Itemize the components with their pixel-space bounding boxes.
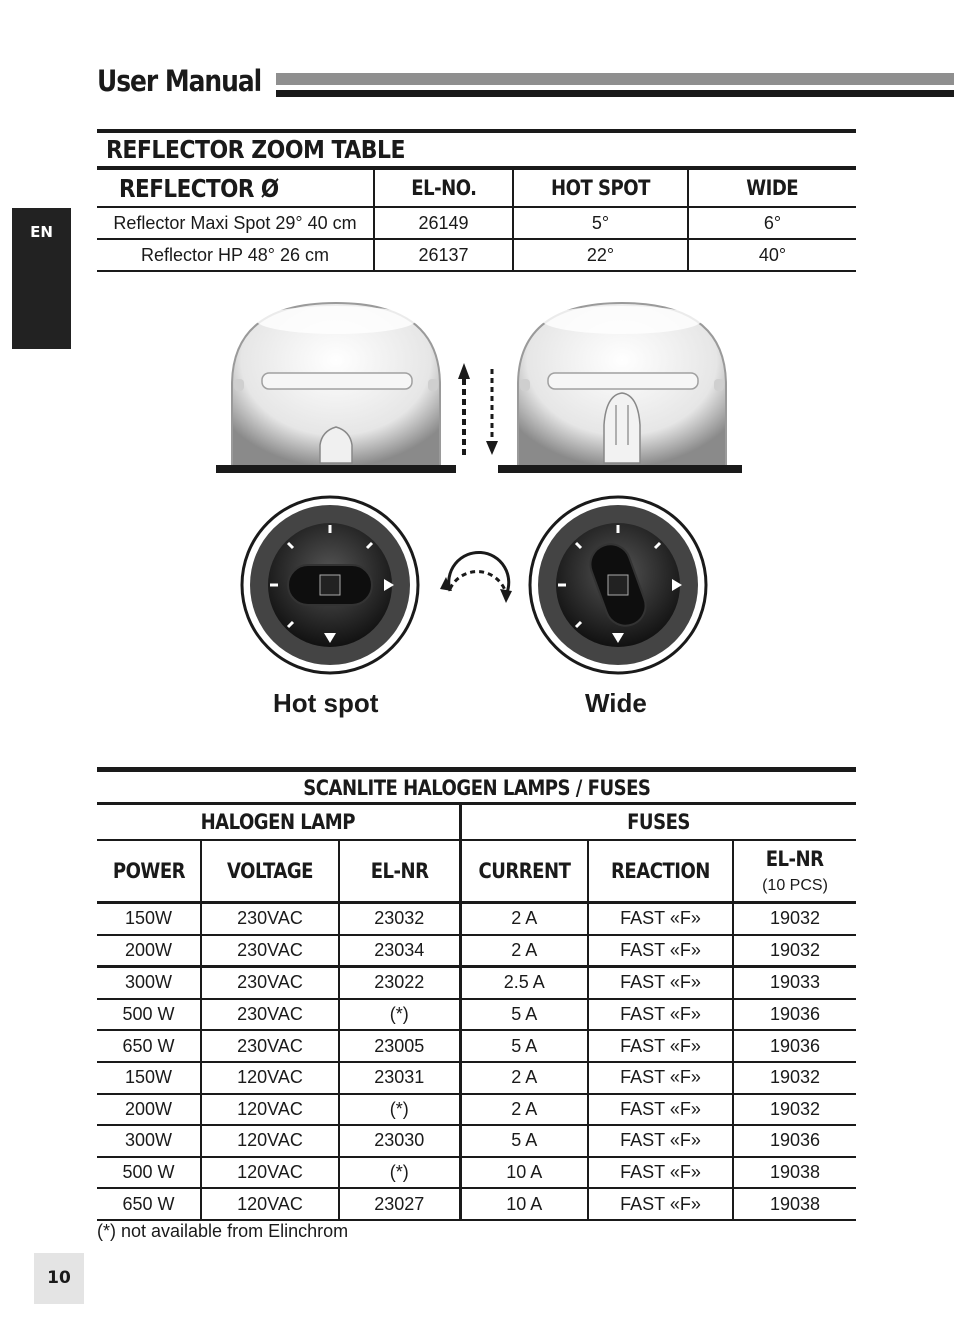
- table-cell: FAST «F»: [588, 967, 733, 999]
- table-cell: 650 W: [97, 1030, 201, 1062]
- column-header-lamp-el-nr: EL-NR: [339, 840, 460, 903]
- table-cell: 200W: [97, 1094, 201, 1126]
- page-number: 10: [47, 1268, 71, 1288]
- table-cell: FAST «F»: [588, 903, 733, 935]
- column-header-hot-spot: HOT SPOT: [513, 170, 688, 207]
- table-cell: 230VAC: [201, 1030, 339, 1062]
- lamp-table-title: SCANLITE HALOGEN LAMPS / FUSES: [302, 776, 651, 800]
- table-cell: (*): [339, 999, 460, 1031]
- column-header-wide: WIDE: [688, 170, 856, 207]
- table-cell: 23022: [339, 967, 460, 999]
- table-group-header-row: [97, 805, 856, 840]
- table-row: [97, 935, 856, 967]
- table-cell: 19032: [733, 1094, 856, 1126]
- table-cell: 19033: [733, 967, 856, 999]
- table-cell: 26137: [374, 239, 513, 271]
- rotate-arrows-icon: [440, 552, 512, 603]
- table-cell: FAST «F»: [588, 1188, 733, 1220]
- table-cell: 19032: [733, 1062, 856, 1094]
- table-cell: 120VAC: [201, 1188, 339, 1220]
- table-cell: 2.5 A: [460, 967, 588, 999]
- table-cell: 26149: [374, 207, 513, 239]
- table-cell: 19038: [733, 1157, 856, 1189]
- table-row: [97, 1188, 856, 1220]
- table-cell: FAST «F»: [588, 999, 733, 1031]
- column-header-voltage: VOLTAGE: [201, 840, 339, 903]
- table-cell: 23032: [339, 903, 460, 935]
- table-cell: 300W: [97, 967, 201, 999]
- header-rule-grey: [276, 73, 954, 85]
- language-tab: [12, 208, 71, 349]
- page-number-box: [34, 1253, 84, 1304]
- table-cell: 5°: [513, 207, 688, 239]
- up-down-arrows-icon: [458, 363, 498, 455]
- table-cell: 650 W: [97, 1188, 201, 1220]
- group-header-fuses: FUSES: [460, 805, 856, 840]
- group-header-halogen-lamp: HALOGEN LAMP: [97, 805, 460, 840]
- table-cell: 500 W: [97, 1157, 201, 1189]
- table-cell: 150W: [97, 903, 201, 935]
- table-cell: 230VAC: [201, 967, 339, 999]
- reflector-zoom-illustration: [200, 295, 760, 725]
- table-cell: 19032: [733, 903, 856, 935]
- zoom-table-title: REFLECTOR ZOOM TABLE: [106, 135, 405, 164]
- table-cell: 5 A: [460, 1125, 588, 1157]
- table-cell: 5 A: [460, 999, 588, 1031]
- table-row: [97, 999, 856, 1031]
- column-header-reaction: REACTION: [588, 840, 733, 903]
- table-cell: 500 W: [97, 999, 201, 1031]
- table-cell: 120VAC: [201, 1157, 339, 1189]
- header-rule-black: [276, 90, 954, 97]
- language-label: EN: [30, 223, 53, 241]
- table-cell: 23030: [339, 1125, 460, 1157]
- zoom-dial-hot-spot-icon: [242, 497, 418, 673]
- table-cell: Reflector HP 48° 26 cm: [97, 239, 374, 271]
- table-cell: 5 A: [460, 1030, 588, 1062]
- halogen-lamps-fuses-table: [97, 805, 856, 1221]
- table-cell: (*): [339, 1094, 460, 1126]
- table-row: [97, 207, 856, 239]
- table-row: [97, 967, 856, 999]
- reflector-zoom-table: [97, 170, 856, 272]
- column-header-current: CURRENT: [460, 840, 588, 903]
- table-cell: 120VAC: [201, 1094, 339, 1126]
- table-cell: 19036: [733, 1030, 856, 1062]
- lamp-table-body: [97, 903, 856, 1220]
- zoom-dial-wide-icon: [530, 497, 706, 673]
- table-cell: 19032: [733, 935, 856, 967]
- table-cell: FAST «F»: [588, 1125, 733, 1157]
- table-cell: (*): [339, 1157, 460, 1189]
- table-header-row: [97, 170, 856, 207]
- table-cell: FAST «F»: [588, 1094, 733, 1126]
- table-row: [97, 1157, 856, 1189]
- column-header-fuse-el-nr: EL-NR (10 PCS): [733, 840, 856, 903]
- table-cell: 10 A: [460, 1188, 588, 1220]
- table-cell: 40°: [688, 239, 856, 271]
- table-cell: 22°: [513, 239, 688, 271]
- page-title: User Manual: [97, 64, 262, 98]
- column-header-el-no: EL-NO.: [374, 170, 513, 207]
- table-cell: 230VAC: [201, 903, 339, 935]
- table-cell: 150W: [97, 1062, 201, 1094]
- table-cell: 23027: [339, 1188, 460, 1220]
- wide-label: Wide: [585, 688, 647, 718]
- hot-spot-label: Hot spot: [273, 688, 379, 718]
- table-cell: FAST «F»: [588, 1030, 733, 1062]
- table-cell: FAST «F»: [588, 1062, 733, 1094]
- table-cell: Reflector Maxi Spot 29° 40 cm: [97, 207, 374, 239]
- table-cell: 120VAC: [201, 1125, 339, 1157]
- table-row: [97, 1094, 856, 1126]
- table-cell: 23034: [339, 935, 460, 967]
- footnote: (*) not available from Elinchrom: [97, 1221, 349, 1241]
- table-cell: 23005: [339, 1030, 460, 1062]
- table-cell: 6°: [688, 207, 856, 239]
- table-cell: 2 A: [460, 935, 588, 967]
- table-cell: 10 A: [460, 1157, 588, 1189]
- table-cell: 2 A: [460, 903, 588, 935]
- table-row: [97, 239, 856, 271]
- table-cell: 2 A: [460, 1062, 588, 1094]
- table-row: [97, 903, 856, 935]
- reflector-dome-icon: [216, 303, 456, 473]
- table-cell: 19036: [733, 999, 856, 1031]
- column-header-power: POWER: [97, 840, 201, 903]
- column-header-reflector: REFLECTOR Ø: [97, 170, 374, 207]
- table-cell: 230VAC: [201, 999, 339, 1031]
- column-subheader-10-pcs: (10 PCS): [762, 877, 828, 894]
- table-cell: 19038: [733, 1188, 856, 1220]
- table-row: [97, 1062, 856, 1094]
- table-cell: 23031: [339, 1062, 460, 1094]
- reflector-dome-icon: [498, 303, 742, 473]
- table-row: [97, 1030, 856, 1062]
- table-cell: 230VAC: [201, 935, 339, 967]
- table-cell: 200W: [97, 935, 201, 967]
- table-row: [97, 1125, 856, 1157]
- table-header-row: [97, 840, 856, 903]
- table-cell: FAST «F»: [588, 935, 733, 967]
- table-cell: FAST «F»: [588, 1157, 733, 1189]
- table-cell: 19036: [733, 1125, 856, 1157]
- table-cell: 120VAC: [201, 1062, 339, 1094]
- table-cell: 300W: [97, 1125, 201, 1157]
- table-cell: 2 A: [460, 1094, 588, 1126]
